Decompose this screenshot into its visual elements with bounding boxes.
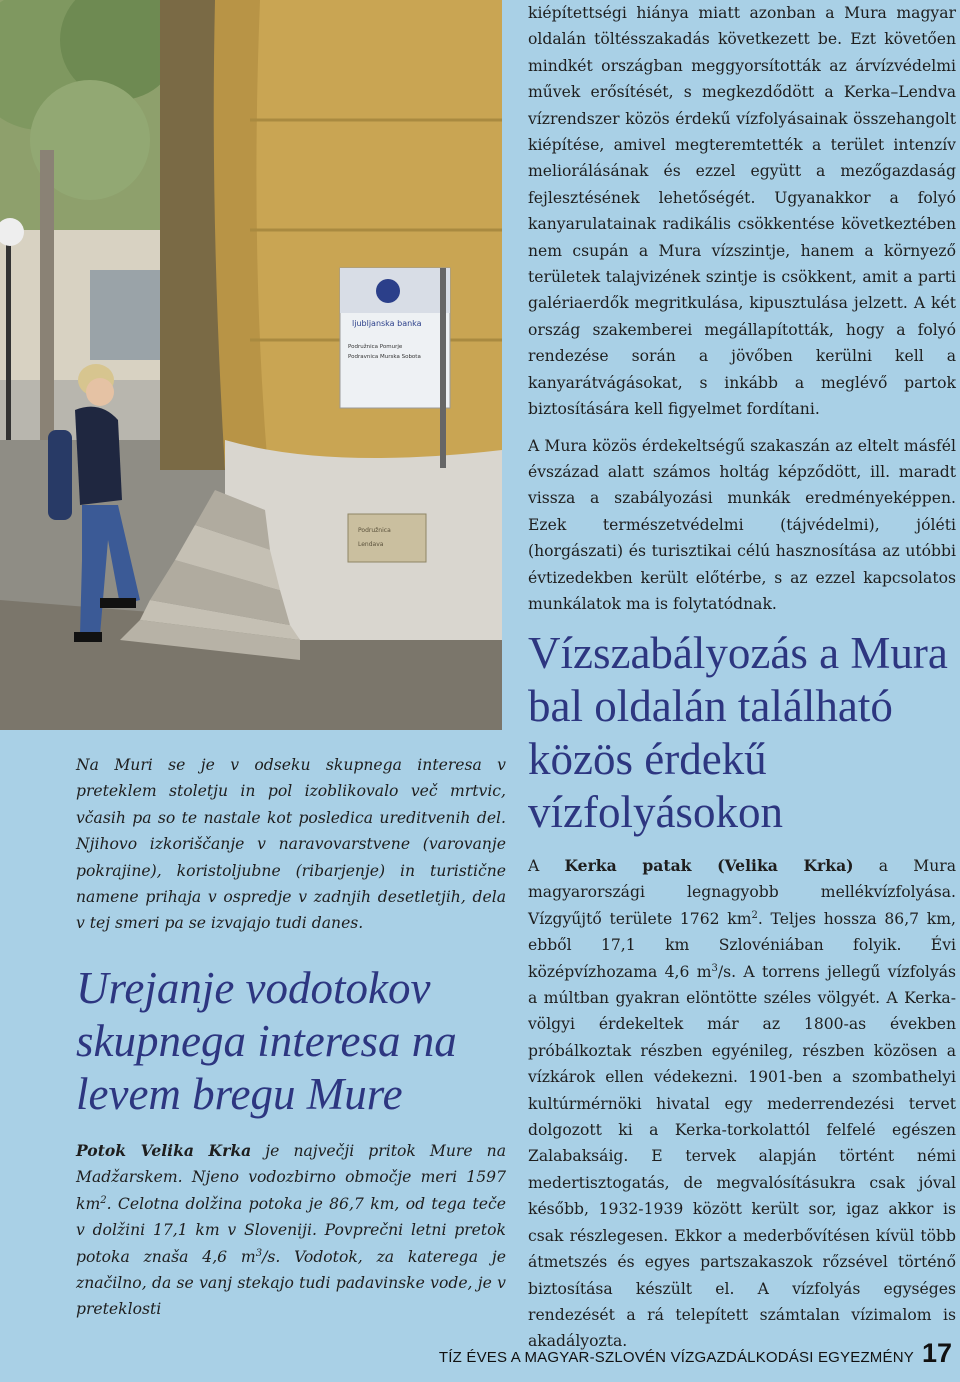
sup-sl-1: 2	[100, 1194, 107, 1206]
sign-line-1: Podružnica Pomurje	[348, 344, 403, 350]
text-sl-1: je največji pritok Mure na Madžarskem. Njeno vodozbirno območje meri 1597 km	[76, 1142, 506, 1213]
plaque-line-1: Podružnica	[358, 527, 391, 534]
heading-slovenian: Urejanje vodotokov skupnega interesa na levem bregu Mure	[76, 963, 457, 1119]
text-hu-2: . Teljes hossza 86,7 km, ebből 17,1 km Szlovéniában folyik. Évi középvízhozama 4,6 m	[528, 909, 956, 981]
paragraph-sl-intro: Na Muri se je v odseku skupnega interesa v preteklem stoletju in pol izoblikovalo več mrtvic, včasih pa so te nastale kot posledica ureditvenih del. Njihovo izkoriščanje v naravovarstvene (varovanje pokrajine), koristoljubne (ribarjenje) in turistične namene prihaja v ospredje v zadnjih desetletjih, dela v tej smeri pa se izvajajo tudi danes.	[76, 756, 506, 933]
sign-bank-name: ljubljanska banka	[352, 319, 422, 328]
page-footer	[439, 1338, 952, 1369]
plaque-line-2: Lendava	[358, 541, 384, 548]
sup-sl-2: 3	[255, 1247, 263, 1259]
text-sl-3: /s. Vodotok, za katerega je značilno, da se vanj stekajo tudi padavinske vode, je v preteklosti	[76, 1247, 506, 1319]
sign-line-2: Podravnica Murska Sobota	[348, 354, 421, 360]
paragraph-hu-2: A Mura közös érdekeltségű szakaszán az eltelt másfél évszázad alatt számos holtág képződött, ill. maradt vissza a szabályozási munkák eredményeképpen. Ezek természetvédelmi (tájvédelmi), jóléti (horgászati) és turisztikai célú hasznosítása az utóbbi évtizedekben került előtérbe, s az ezzel kapcsolatos munkálatok ma is folytatódnak.	[528, 436, 956, 613]
sup-hu-2: 3	[711, 962, 718, 974]
paragraph-hu-kerka	[528, 853, 956, 1355]
page-number: 17	[921, 1338, 952, 1368]
building-photo	[0, 0, 502, 730]
bold-term-hu: Kerka patak (Velika Krka)	[564, 856, 854, 875]
footer-title: TÍZ ÉVES A MAGYAR-SZLOVÉN VÍZGAZDÁLKODÁSI EGYEZMÉNY	[438, 1349, 914, 1366]
right-column-text	[528, 0, 956, 617]
text-hu-3: /s. A torrens jellegű vízfolyás a múltban gyakran elöntötte széles völgyét. A Kerka-völgyi érdekeltek már az 1800-as években próbálkoztak részben egyénileg, részben közösen a vízkárok ellen védekezni. 1901-ben a szombathelyi kultúrmérnöki hivatal egy mederrendezési tervet dolgozott ki a Kerka-torkolattól felfelé egészen Zalabaksáig. E tervek alapján történt némi medertisztogatás, de megvalósításukra csak jóval később, 1932-1939 között került sor, igaz akkor is csak részlegesen. Ekkor a mederbővítésen kívül több átmetszés és egyes partszakaszok rőzsével történő biztosítása készült el. A vízfolyás egységes rendezését a rá telepített számtalan vízimalom is akadályozta.	[528, 962, 956, 1351]
paragraph-sl-krka	[76, 1138, 506, 1323]
photo-illustration	[0, 0, 502, 730]
text-hu-pre: A	[528, 857, 565, 875]
sup-hu-1: 2	[751, 909, 758, 921]
bold-term-sl: Potok Velika Krka	[76, 1141, 252, 1160]
heading-hungarian: Vízszabályozás a Mura bal oldalán található közös érdekű vízfolyásokon	[528, 628, 948, 837]
left-column-text	[76, 752, 506, 937]
text-sl-2: . Celotna dolžina potoka je 86,7 km, od tega teče v dolžini 17,1 km v Sloveniji. Povprečni letni pretok potoka znaša 4,6 m	[76, 1194, 506, 1266]
text-hu-1: a Mura magyarországi legnagyobb mellékvízfolyása. Vízgyűjtő területe 1762 km	[528, 857, 956, 928]
paragraph-hu-1: kiépítettségi hiánya miatt azonban a Mura magyar oldalán töltésszakadás következett be. Ezt követően mindkét országban meggyorsították az árvízvédelmi művek erősítését, s megkezdődött a Kerka–Lendva vízrendszer közös érdekű vízfolyásainak összehangolt kiépítése, amivel megteremtették a terület intenzív meliorálásának és ezzel együtt a mezőgazdaság fejlesztésének lehetőségét. Ugyanakkor a folyó kanyarulatainak radikális csökkentése következtében nem csupán a Mura vízszintje, hanem a környező területek talajvizének szintje is csökkent, amit a parti galériaerdők megritkulása, kipusztulása jelzett. A két ország szakemberei megállapították, hogy a folyó rendezése során a jövőben kerülni kell a kanyarátvágásokat, s inkább a meglévő partok biztosítására kell figyelmet fordítani.	[528, 4, 956, 419]
